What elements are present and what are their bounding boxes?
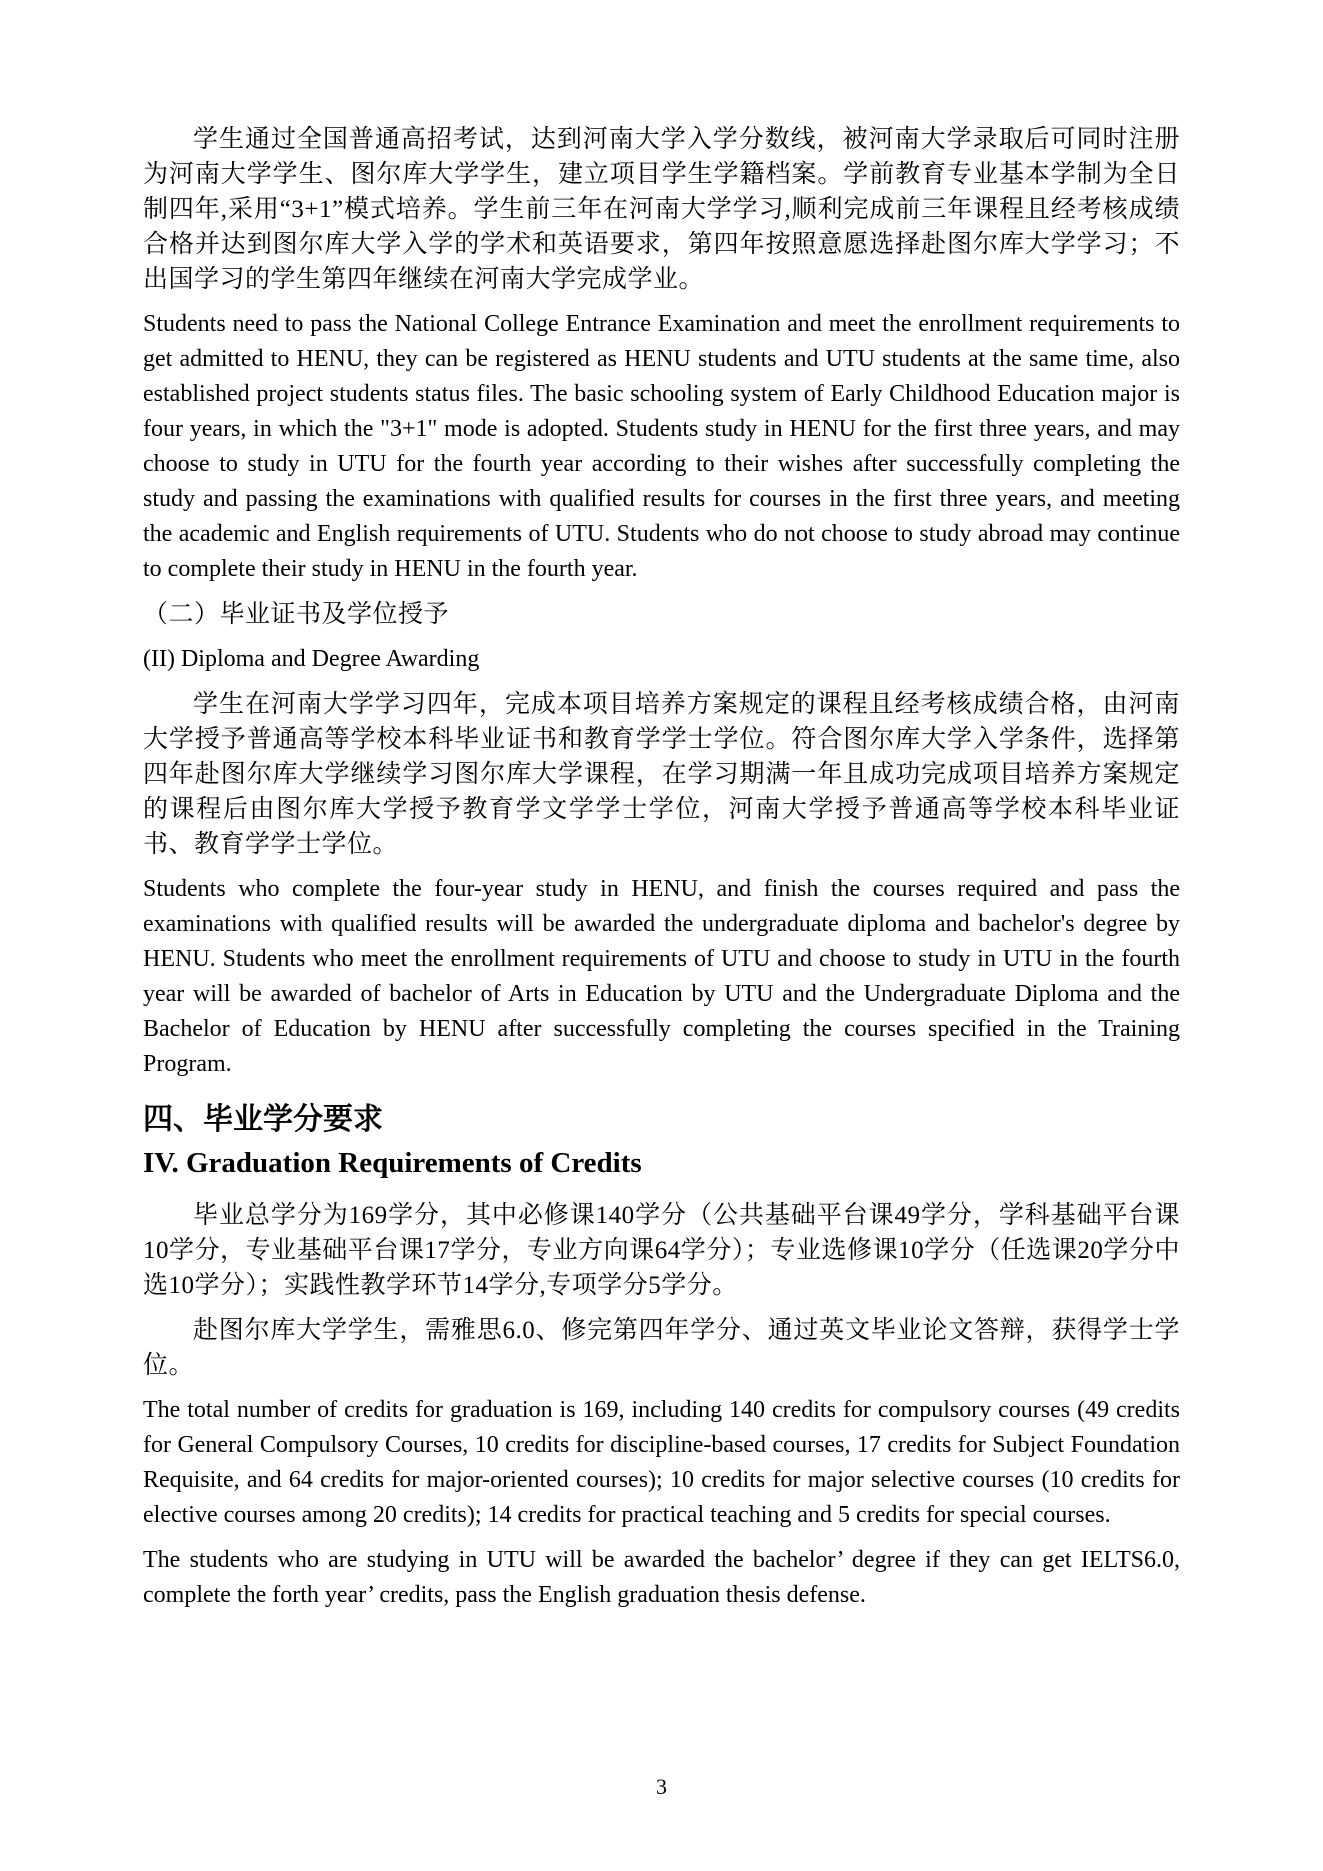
paragraph-ielts-en: The students who are studying in UTU will be awarded the bachelor’ degree if they can get IELTS6.0, complete the forth year’ credits, pass the English graduation thesis defense. xyxy=(143,1547,1180,1608)
paragraph-degree-en: Students who complete the four-year study in HENU, and finish the courses required and pass the examinations with qualified results will be awarded the undergraduate diploma and bachelor's degree by HENU. Students who meet the enrollment requirements of UTU and choose to study in UTU in the fourth year will be awarded of bachelor of Arts in Education by UTU and the Undergraduate Diploma and the Bachelor of Education by HENU after successfully completing the courses specified in the Training Program. xyxy=(143,876,1180,1077)
paragraph-ielts-zh: 赴图尔库大学学生，需雅思6.0、修完第四年学分、通过英文毕业论文答辩，获得学士学位。 xyxy=(143,1317,1180,1379)
heading-credits-en: IV. Graduation Requirements of Credits xyxy=(143,1147,642,1179)
heading-diploma-en: (II) Diploma and Degree Awarding xyxy=(143,646,480,672)
paragraph-admission-en: Students need to pass the National College Entrance Examination and meet the enrollment requirements to get admitted to HENU, they can be registered as HENU students and UTU students at the same time, also established project students status files. The basic schooling system of Early Childhood Education major is four years, in which the "3+1" mode is adopted. Students study in HENU for the first three years, and may choose to study in UTU for the fourth year according to their wishes after successfully completing the study and passing the examinations with qualified results for courses in the first three years, and meeting the academic and English requirements of UTU. Students who do not choose to study abroad may continue to complete their study in HENU in the fourth year. xyxy=(143,311,1180,582)
paragraph-admission-zh: 学生通过全国普通高招考试，达到河南大学入学分数线，被河南大学录取后可同时注册为河南大学学生、图尔库大学学生，建立项目学生学籍档案。学前教育专业基本学制为全日制四年,采用“3+1”模式培养。学生前三年在河南大学学习,顺利完成前三年课程且经考核成绩合格并达到图尔库大学入学的学术和英语要求，第四年按照意愿选择赴图尔库大学学习；不出国学习的学生第四年继续在河南大学完成学业。 xyxy=(143,126,1180,293)
heading-diploma-zh: （二）毕业证书及学位授予 xyxy=(143,601,450,628)
paragraph-credits-zh: 毕业总学分为169学分，其中必修课140学分（公共基础平台课49学分，学科基础平台课10学分，专业基础平台课17学分，专业方向课64学分）；专业选修课10学分（任选课20学分中选10学分）；实践性教学环节14学分,专项学分5学分。 xyxy=(143,1202,1180,1299)
heading-credits-zh: 四、毕业学分要求 xyxy=(143,1103,383,1136)
page-number: 3 xyxy=(656,1774,667,1799)
paragraph-credits-en: The total number of credits for graduation is 169, including 140 credits for compulsory courses (49 credits for General Compulsory Courses, 10 credits for discipline-based courses, 17 credits for Subject Foundation Requisite, and 64 credits for major-oriented courses); 10 credits for major selective courses (10 credits for elective courses among 20 credits); 14 credits for practical teaching and 5 credits for special courses. xyxy=(143,1397,1180,1528)
paragraph-degree-zh: 学生在河南大学学习四年，完成本项目培养方案规定的课程且经考核成绩合格，由河南大学授予普通高等学校本科毕业证书和教育学学士学位。符合图尔库大学入学条件，选择第四年赴图尔库大学继续学习图尔库大学课程，在学习期满一年且成功完成项目培养方案规定的课程后由图尔库大学授予教育学文学学士学位，河南大学授予普通高等学校本科毕业证书、教育学学士学位。 xyxy=(143,691,1180,858)
